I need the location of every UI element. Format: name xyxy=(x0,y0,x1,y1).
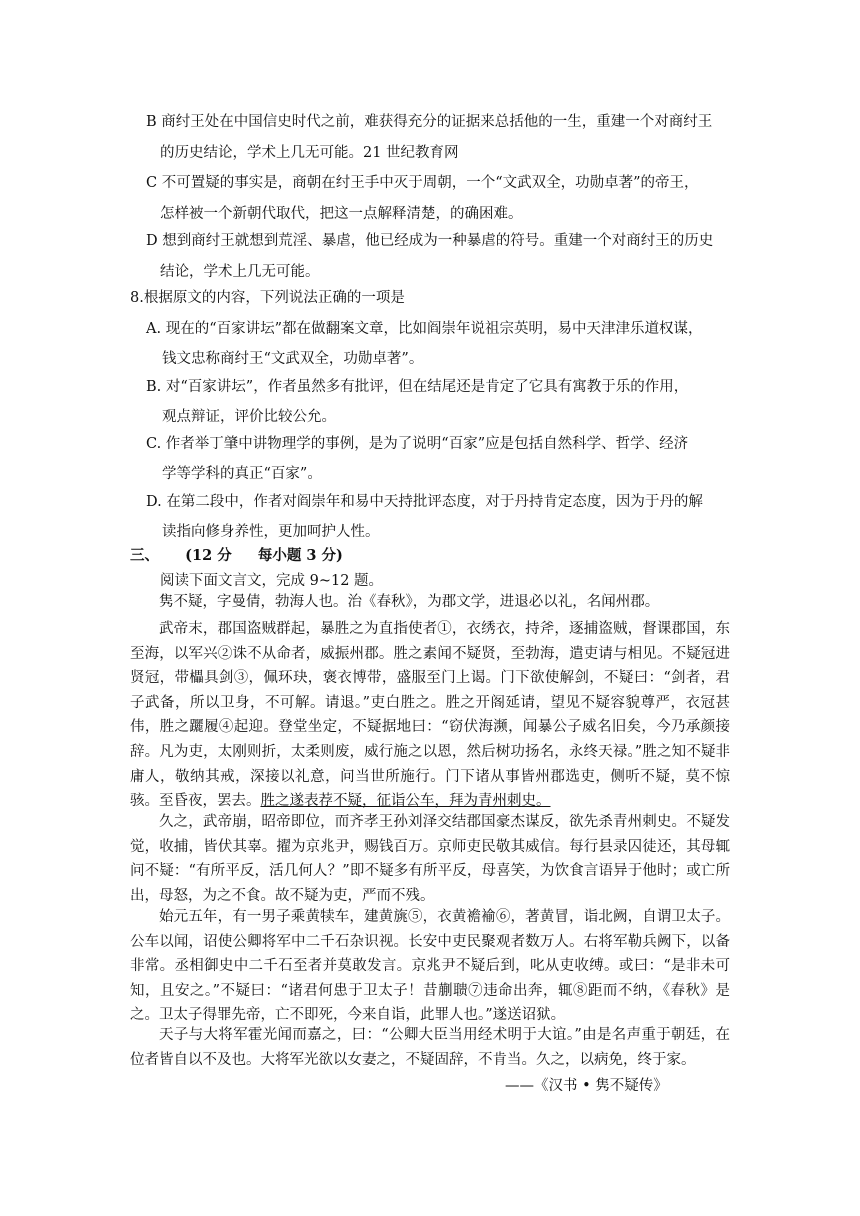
section-score: (12 分 xyxy=(185,547,232,564)
q8-option-a xyxy=(146,314,746,374)
q7-option-b xyxy=(146,107,736,169)
option-line: C. 作者举丁肇中讲物理学的事例，是为了说明“百家”应是包括自然科学、哲学、经济 xyxy=(146,436,689,452)
passage-paragraph-2 xyxy=(130,617,730,814)
q8-option-b xyxy=(146,372,746,432)
passage-paragraph-4 xyxy=(130,905,730,1028)
passage-paragraph-3 xyxy=(130,810,730,908)
option-line: 结论，学术上几无可能。 xyxy=(160,264,320,280)
paragraph-text: 天子与大将军霍光闻而嘉之，曰：“公卿大臣当用经术明于大谊。”由是名声重于朝廷，在位者皆自以不及也。大将军光欲以女妻之，不疑固辞，不肯当。久之，以病免，终于家。 xyxy=(130,1027,730,1068)
section-number: 三、 xyxy=(130,547,159,564)
option-line: 的历史结论，学术上几无可能。21 世纪教育网 xyxy=(160,145,459,161)
passage-paragraph-5 xyxy=(130,1023,730,1072)
q8-option-c xyxy=(146,429,746,489)
q7-option-c xyxy=(146,168,736,230)
option-line: 钱文忠称商纣王“文武双全，功勋卓著”。 xyxy=(162,351,424,367)
q8-option-d xyxy=(146,487,746,547)
q7-option-d xyxy=(146,226,736,288)
section-3-heading xyxy=(130,544,343,565)
section-score-each: 每小题 3 分) xyxy=(257,547,343,564)
option-line: 学等学科的真正“百家”。 xyxy=(162,466,322,482)
question-8-stem: 8.根据原文的内容，下列说法正确的一项是 xyxy=(130,290,405,306)
paragraph-text: 久之，武帝崩，昭帝即位，而齐孝王孙刘泽交结郡国豪杰谋反，欲先杀青州刺史。不疑发觉，收捕，皆伏其辜。擢为京兆尹，赐钱百万。京师吏民敬其威信。每行县录囚徒还，其母辄问不疑：“有所平反，活几何人？”即不疑多有所平反，母喜笑，为饮食言语异于他时；或亡所出，母怒，为之不食。故不疑为吏，严而不残。 xyxy=(130,814,730,904)
passage-source: ——《汉书 • 隽不疑传》 xyxy=(505,1078,668,1094)
option-line: 怎样被一个新朝代取代，把这一点解释清楚，的确困难。 xyxy=(160,206,523,222)
option-line: C 不可置疑的事实是，商朝在纣王手中灭于周朝，一个“文武双全，功勋卓著”的帝王， xyxy=(146,175,699,191)
paragraph-text: 隽不疑，字曼倩，勃海人也。治《春秋》，为郡文学，进退必以礼，名闻州郡。 xyxy=(159,594,660,610)
option-line: D 想到商纣王就想到荒淫、暴虐，他已经成为一种暴虐的符号。重建一个对商纣王的历史 xyxy=(146,233,714,249)
section-instructions: 阅读下面文言文，完成 9~12 题。 xyxy=(160,573,384,589)
option-line: D. 在第二段中，作者对阎崇年和易中天持批评态度，对于丹持肯定态度，因为于丹的解 xyxy=(146,494,703,510)
option-line: 观点辩证，评价比较公允。 xyxy=(162,409,336,425)
paragraph-text: 始元五年，有一男子乘黄犊车，建黄旐⑤，衣黄襜褕⑥，著黄冒，诣北阙，自谓卫太子。公车以闻，诏使公卿将军中二千石杂识视。长安中吏民聚观者数万人。右将军勒兵阙下，以备非常。丞相御史中二千石至者并莫敢发言。京兆尹不疑后到，叱从吏收缚。或曰：“是非未可知，且安之。”不疑曰：“诸君何患于卫太子！昔蒯聩⑦违命出奔，辄⑧距而不纳，《春秋》是之。卫太子得罪先帝，亡不即死，今来自诣，此罪人也。”遂送诏狱。 xyxy=(130,909,730,1024)
option-line: 读指向修身养性，更加呵护人性。 xyxy=(162,524,380,540)
option-line: B. 对“百家讲坛”，作者虽然多有批评，但在结尾还是肯定了它具有寓教于乐的作用， xyxy=(146,379,689,395)
passage-paragraph-1 xyxy=(130,590,730,615)
option-line: A. 现在的“百家讲坛”都在做翻案文章，比如阎崇年说祖宗英明，易中天津津乐道权谋， xyxy=(146,321,703,337)
option-line: B 商纣王处在中国信史时代之前，难获得充分的证据来总括他的一生，重建一个对商纣王 xyxy=(146,114,713,130)
underlined-sentence: 胜之遂表荐不疑，征诣公车，拜为青州刺史。 xyxy=(260,793,551,810)
paragraph-text: 武帝末，郡国盗贼群起，暴胜之为直指使者①，衣绣衣，持斧，逐捕盗贼，督课郡国，东至海，以军兴②诛不从命者，威振州郡。胜之素闻不疑贤，至勃海，遣吏请与相见。不疑冠进贤冠，带櫑具剑③，佩环玦，褒衣博带，盛服至门上谒。门下欲使解剑，不疑曰：“剑者，君子武备，所以卫身，不可解。请退。”吏白胜之。胜之开阁延请，望见不疑容貌尊严，衣冠甚伟，胜之躧履④起迎。登堂坐定，不疑据地曰：“窃伏海濒，闻暴公子威名旧矣，今乃承颜接辞。凡为吏，太刚则折，太柔则废，威行施之以恩，然后树功扬名，永终天禄。”胜之知不疑非庸人，敬纳其戒，深接以礼意，问当世所施行。门下诸从事皆州郡选吏，侧听不疑，莫不惊骇。至昏夜，罢去。 xyxy=(130,621,730,810)
